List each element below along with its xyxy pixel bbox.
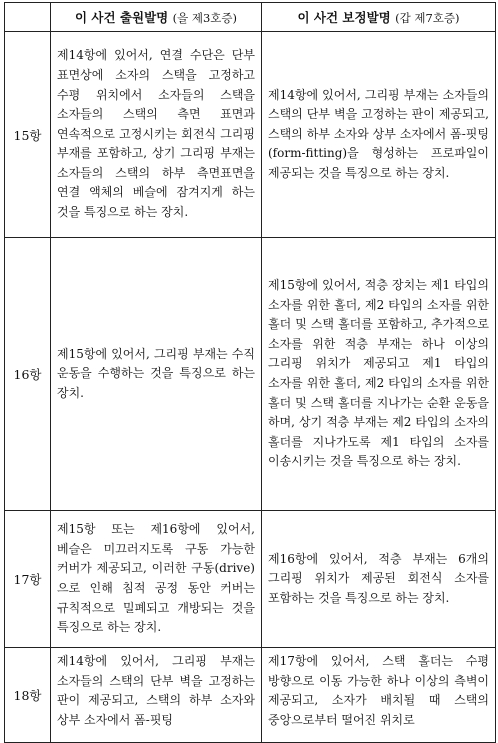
claim-number: 15항 xyxy=(5,32,51,238)
table-row xyxy=(5,511,496,648)
original-claim-text: 제14항에 있어서, 그리핑 부재는 소자들의 스택의 단부 벽을 고정하는 판이 제공되고, 스택의 하부 소자와 상부 소자에서 폼-핏팅 xyxy=(51,648,262,743)
table-header-row xyxy=(5,3,496,32)
header-original-invention xyxy=(51,3,262,32)
table-row xyxy=(5,32,496,238)
claim-number: 16항 xyxy=(5,238,51,511)
table-row xyxy=(5,648,496,743)
header-amended-invention xyxy=(262,3,496,32)
header-amended-title: 이 사건 보정발명 xyxy=(297,10,391,25)
header-original-title: 이 사건 출원발명 xyxy=(75,10,169,25)
original-claim-text: 제15항에 있어서, 그리핑 부재는 수직 운동을 수행하는 것을 특징으로 하는 장치. xyxy=(51,238,262,511)
table-row xyxy=(5,238,496,511)
header-amended-source: (갑 제7호증) xyxy=(395,11,460,25)
claim-number: 18항 xyxy=(5,648,51,743)
header-empty-cell xyxy=(5,3,51,32)
claim-number: 17항 xyxy=(5,511,51,648)
amended-claim-text: 제17항에 있어서, 스택 홀더는 수평 방향으로 이동 가능한 하나 이상의 측벽이 제공되고, 소자가 배치될 때 스택의 중앙으로부터 떨어진 위치로 xyxy=(262,648,496,743)
amended-claim-text: 제15항에 있어서, 적층 장치는 제1 타입의 소자를 위한 홀더, 제2 타입의 소자를 위한 홀더 및 스택 홀더를 포함하고, 추가적으로 소자를 위한 적층 부재는 하나 이상의 그리핑 위치가 제공되고 제1 타입의 소자를 위한 홀더, 제2 타입의 소자를 위한 홀더 및 스택 홀더를 지나가는 순환 운동을 하며, 상기 적층 부재는 제2 타입의 소자의 홀더를 지나가도록 제1 타입의 소자를 이송시키는 것을 특징으로 하는 장치. xyxy=(262,238,496,511)
amended-claim-text: 제16항에 있어서, 적층 부재는 6개의 그리핑 위치가 제공된 회전식 소자를 포함하는 것을 특징으로 하는 장치. xyxy=(262,511,496,648)
header-original-source: (을 제3호증) xyxy=(172,11,237,25)
claims-comparison-table xyxy=(4,2,496,743)
amended-claim-text: 제14항에 있어서, 그리핑 부재는 소자들의 스택의 단부 벽을 고정하는 판이 제공되고, 스택의 하부 소자와 상부 소자에서 폼-핏팅(form-fitting)을 형성하는 프로파일이 제공되는 것을 특징으로 하는 장치. xyxy=(262,32,496,238)
original-claim-text: 제15항 또는 제16항에 있어서, 베슬은 미끄러지도록 구동 가능한 커버가 제공되고, 이러한 구동(drive)으로 인해 침적 공정 동안 커버는 규칙적으로 밀폐되고 개방되는 것을 특징으로 하는 장치. xyxy=(51,511,262,648)
original-claim-text: 제14항에 있어서, 연결 수단은 단부 표면상에 소자의 스택을 고정하고 수평 위치에서 소자들의 스택을 소자들의 스택의 측면 표면과 연속적으로 고정시키는 회전식 그리핑 부재를 포함하고, 상기 그리핑 부재는 소자들의 스택의 하부 측면표면을 연결 액체의 베슬에 잠겨지게 하는 것을 특징으로 하는 장치. xyxy=(51,32,262,238)
